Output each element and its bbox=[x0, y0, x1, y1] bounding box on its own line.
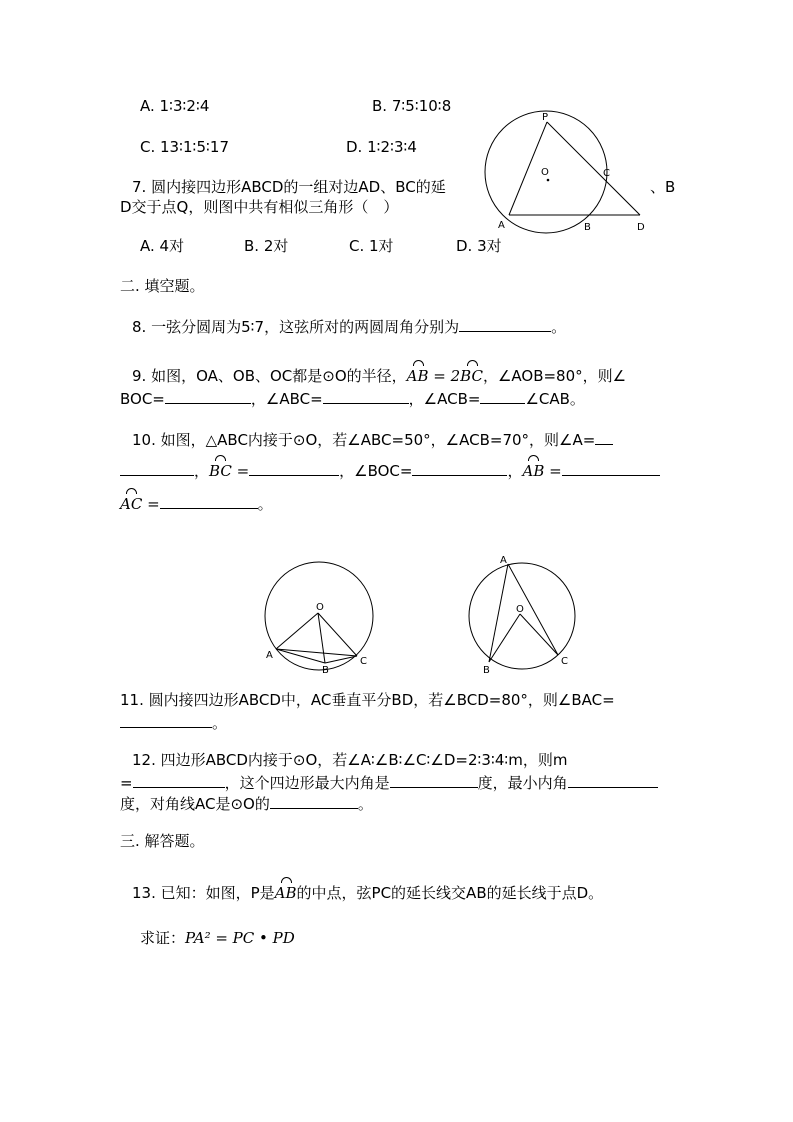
q10-blank-arc-ab[interactable] bbox=[562, 459, 660, 476]
q13-part1: 13. 已知：如图，P是 bbox=[132, 884, 275, 902]
q8-blank[interactable] bbox=[459, 315, 551, 332]
q10-boc-label: ，∠BOC= bbox=[339, 462, 413, 480]
q7-option-a: A. 4对 bbox=[140, 237, 185, 255]
q7-option-c: C. 1对 bbox=[349, 237, 394, 255]
center-dot bbox=[547, 179, 550, 182]
section2-title: 二. 填空题。 bbox=[120, 277, 205, 295]
q10-end: 。 bbox=[257, 495, 273, 513]
q7-line1-start: 7. 圆内接四边形ABCD的一组对边AD、BC的延 bbox=[132, 178, 446, 196]
q10-comma2: ， bbox=[507, 462, 523, 480]
q13-line1 bbox=[132, 883, 603, 903]
q10-comma: ， bbox=[194, 462, 210, 480]
q10-line3 bbox=[120, 492, 273, 514]
label-o: O bbox=[541, 167, 549, 178]
label-p: P bbox=[542, 112, 549, 123]
label-a: A bbox=[500, 555, 507, 566]
circle bbox=[265, 562, 373, 670]
q10-text: 10. 如图，△ABC内接于⊙O，若∠ABC=50°，∠ACB=70°，则∠A= bbox=[132, 431, 596, 449]
q10-arc-ac: AC bbox=[120, 495, 143, 513]
q6-option-a: A. 1∶3∶2∶4 bbox=[140, 97, 210, 115]
q11-line1: 11. 圆内接四边形ABCD中，AC垂直平分BD，若∠BCD=80°，则∠BAC= bbox=[120, 691, 615, 709]
q12-m-label: = bbox=[120, 774, 133, 792]
q9-arc-ab: AB bbox=[406, 367, 429, 385]
q12-line1: 12. 四边形ABCD内接于⊙O，若∠A∶∠B∶∠C∶∠D=2∶3∶4∶m，则m bbox=[132, 751, 568, 769]
q10-line2 bbox=[120, 459, 660, 481]
q12-line3 bbox=[120, 792, 373, 814]
label-a: A bbox=[266, 650, 273, 661]
label-b: B bbox=[322, 665, 329, 676]
q12-min-label: 度，最小内角 bbox=[477, 774, 568, 792]
q12-blank-min[interactable] bbox=[568, 771, 658, 788]
label-d: D bbox=[637, 222, 645, 233]
q13-formula: PA² = PC • PD bbox=[185, 929, 295, 947]
q10-blank-arc-ac[interactable] bbox=[160, 492, 258, 509]
q12-blank-m[interactable] bbox=[133, 771, 225, 788]
q9-blank-boc[interactable] bbox=[165, 387, 251, 404]
label-o: O bbox=[316, 602, 324, 613]
q6-option-d: D. 1∶2∶3∶4 bbox=[346, 138, 417, 156]
circle-figure-top bbox=[490, 108, 660, 243]
q10-eq3: = bbox=[142, 495, 160, 513]
q6-option-c: C. 13∶1∶5∶17 bbox=[140, 138, 229, 156]
q12-ac-label: 度，对角线AC是⊙O的 bbox=[120, 795, 270, 813]
q9-part1: 9. 如图，OA、OB、OC都是⊙O的半径， bbox=[132, 367, 407, 385]
q9-line2 bbox=[120, 387, 585, 409]
q13-part2: 的中点，弦PC的延长线交AB的延长线于点D。 bbox=[296, 884, 604, 902]
q10-blank-boc[interactable] bbox=[412, 459, 507, 476]
q11-line2 bbox=[120, 711, 227, 733]
q13-prove-label: 求证： bbox=[140, 929, 186, 947]
q9-blank-acb[interactable] bbox=[480, 387, 525, 404]
q9-line1 bbox=[132, 366, 626, 386]
q9-tail: ∠CAB。 bbox=[525, 390, 585, 408]
q11-end: 。 bbox=[212, 714, 228, 732]
q13-line2 bbox=[140, 928, 295, 948]
q12-blank-max[interactable] bbox=[390, 771, 478, 788]
q7-option-d: D. 3对 bbox=[456, 237, 502, 255]
q8-text: 8. 一弦分圆周为5∶7，这弦所对的两圆周角分别为 bbox=[132, 318, 460, 336]
q9-boc-label: BOC= bbox=[120, 390, 165, 408]
label-a: A bbox=[498, 220, 505, 231]
label-c: C bbox=[561, 656, 568, 667]
q10-blank-a-part1[interactable] bbox=[595, 428, 613, 445]
q9-blank-abc[interactable] bbox=[323, 387, 409, 404]
section3-title: 三. 解答题。 bbox=[120, 832, 205, 850]
q10-line1 bbox=[132, 428, 613, 450]
q7-line1-end: 、B bbox=[650, 178, 676, 196]
q12-max-label: ，这个四边形最大内角是 bbox=[224, 774, 390, 792]
q9-acb-label: ，∠ACB= bbox=[408, 390, 481, 408]
circle-figure-right bbox=[462, 552, 587, 677]
label-o: O bbox=[516, 604, 524, 615]
q9-arc-bc: BC bbox=[460, 367, 483, 385]
q10-eq: = bbox=[231, 462, 250, 480]
q8-end: 。 bbox=[551, 318, 567, 336]
q10-eq2: = bbox=[544, 462, 562, 480]
label-b: B bbox=[483, 665, 490, 676]
q10-blank-arc-bc[interactable] bbox=[249, 459, 339, 476]
label-c: C bbox=[603, 168, 610, 179]
q7-option-b: B. 2对 bbox=[244, 237, 289, 255]
q10-arc-bc: BC bbox=[209, 462, 232, 480]
q7-line2: D交于点Q，则图中共有相似三角形（ ） bbox=[120, 198, 399, 216]
q12-blank-ac[interactable] bbox=[270, 792, 358, 809]
q9-eq2: = 2 bbox=[428, 367, 461, 385]
q12-line2 bbox=[120, 771, 658, 793]
q10-blank-a-part2[interactable] bbox=[120, 459, 194, 476]
label-c: C bbox=[360, 656, 367, 667]
q13-arc-ab: AB bbox=[274, 884, 297, 902]
q9-part2: ，∠AOB=80°，则∠ bbox=[482, 367, 627, 385]
q11-blank[interactable] bbox=[120, 711, 212, 728]
label-b: B bbox=[584, 222, 591, 233]
q6-option-b: B. 7∶5∶10∶8 bbox=[372, 97, 452, 115]
circle-figure-left bbox=[258, 558, 383, 676]
q8-line bbox=[132, 315, 566, 337]
q10-arc-ab: AB bbox=[522, 462, 545, 480]
q9-abc-label: ，∠ABC= bbox=[250, 390, 323, 408]
q12-end: 。 bbox=[357, 795, 373, 813]
